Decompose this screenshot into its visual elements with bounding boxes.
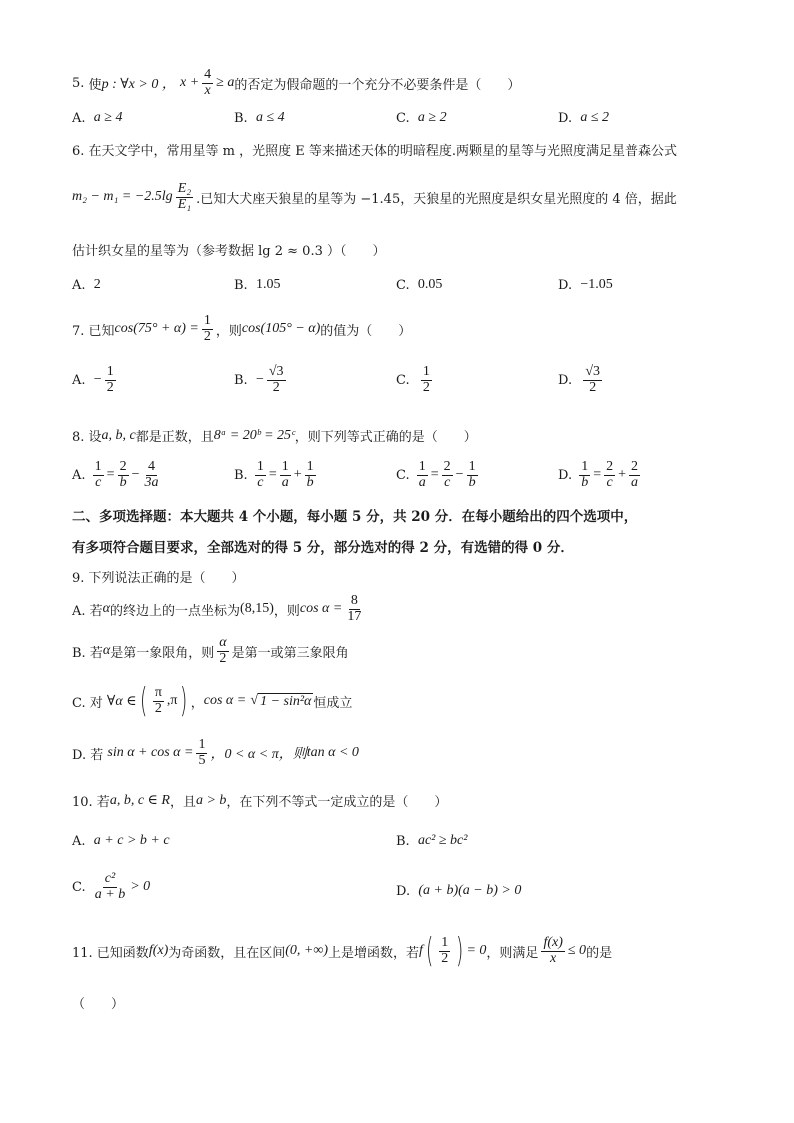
q7-option-d: D. $\frac{√3}{2}$ <box>558 364 601 395</box>
q6-formula-fraction: $\frac{\text{E₂}}{\text{E₁}}$ <box>177 181 192 212</box>
q5-tail: 的否定为假命题的一个充分不必要条件是（ ） <box>234 77 521 93</box>
q9-option-a: A. 若 α 的终边上的一点坐标为 (8,15) ，则 cos α = $\frac{8}{17}$ <box>72 593 362 624</box>
question-10: 10. 若 a, b, c ∈ R ，且 a > b ，在下列不等式一定成立的是（ ） <box>72 792 448 810</box>
right-paren-glyph: ) <box>180 681 188 721</box>
q7-fraction: $\frac{1}{2}$ <box>203 313 211 344</box>
question-5 <box>72 68 520 98</box>
q5-number: 5. <box>72 75 85 91</box>
q5-fraction: $\frac{4}{x}$ <box>204 67 212 98</box>
question-11: 11. 已知函数 f(x) 为奇函数，且在区间 (0, +∞) 上是增函数，若 f ( $\frac{1}{2}$ ) = 0 ，则满足 $\frac{f(x)}{x}$ ≤ 0 的是 <box>72 931 613 971</box>
q6-formula-left: m₂ − m₁ = −2.5lg <box>72 189 173 205</box>
q11-answer-paren: （ ） <box>72 997 125 1012</box>
q5-condition: p : ∀x > 0 ， <box>101 77 176 93</box>
q7-option-a: A. − $\frac{1}{2}$ <box>72 364 114 395</box>
q8-option-b: B. $\frac{1}{c}$ = $\frac{1}{a}$ + $\frac{1}{b}$ <box>234 459 314 490</box>
q9-option-b: B. 若 α 是第一象限角，则 $\frac{\alpha}{2}$ 是第一或第三象限角 <box>72 635 349 666</box>
q7-option-c: C. $\frac{1}{2}$ <box>396 364 430 395</box>
right-paren-glyph: ) <box>456 931 464 971</box>
q8-option-c: C. $\frac{1}{a}$ = $\frac{2}{c}$ − $\frac{1}{b}$ <box>396 459 476 490</box>
q9-option-c: C. 对 ∀α ∈ ( $\frac{\pi}{2}$ ,π ) ， cos α = √ 1 − sin²α 恒成立 <box>72 681 353 721</box>
left-paren-glyph: ( <box>425 931 434 971</box>
q6-option-d: D. −1.05 <box>558 277 613 293</box>
question-9-stem: 9. 下列说法正确的是（ ） <box>72 571 245 586</box>
q5-geq: ≥ a <box>216 75 235 91</box>
q10-option-b: B. ac² ≥ bc² <box>396 833 468 849</box>
section-2-heading-line2: 有多项符合题目要求，全部选对的得 5 分，部分选对的得 2 分，有选错的得 0 分． <box>72 540 574 556</box>
section-2-heading-line1: 二、多项选择题：本大题共 4 个小题，每小题 5 分，共 20 分．在每小题给出的四个选项中， <box>72 509 638 525</box>
q5-option-d: D. a ≤ 2 <box>558 110 610 126</box>
q5-option-c: C. a ≥ 2 <box>396 110 447 126</box>
sqrt-icon: √ <box>250 693 259 708</box>
question-7: 7. 已知 cos(75° + α) = $\frac{1}{2}$ ，则 cos(105° − α) 的值为（ ） <box>72 313 412 344</box>
question-8: 8. 设 a, b, c 都是正数，且 8ᵃ = 20ᵇ = 25ᶜ ，则下列等式正确的是（ ） <box>72 427 477 445</box>
q6-option-a: A. 2 <box>72 277 101 293</box>
q6-option-c: C. 0.05 <box>396 277 443 293</box>
q9-option-d: D. 若 sin α + cos α = $\frac{1}{5}$ ，0 < α < π，则 tan α < 0 <box>72 737 359 768</box>
q5-x-plus: x + <box>179 75 200 91</box>
q8-option-d: D. $\frac{1}{b}$ = $\frac{2}{c}$ + $\frac{2}{a}$ <box>558 459 639 490</box>
q10-option-c: C. $\frac{\text{c²}}{a + b}$ > 0 <box>72 871 151 902</box>
question-6-line1: 6. 在天文学中，常用星等 m ，光照度 E 等来描述天体的明暗程度.两颗星的星等与光照度满足星普森公式 <box>72 144 678 159</box>
question-6-line3: 估计织女星的星等为（参考数据 lg 2 ≈ 0.3 ）（ ） <box>72 244 386 259</box>
q5-option-a: A. a ≥ 4 <box>72 110 123 126</box>
q10-option-a: A. a + c > b + c <box>72 833 170 849</box>
question-6-line2: m₂ − m₁ = −2.5lg $\frac{\text{E₂}}{\text{E₁}}$ .已知大犬座天狼星的星等为 −1.45，天狼星的光照度是织女星光照度的 4 倍，据此 <box>72 181 677 212</box>
q6-option-b: B. 1.05 <box>234 277 281 293</box>
q5-option-b: B. a ≤ 4 <box>234 110 285 126</box>
q7-option-b: B. − $\frac{√3}{2}$ <box>234 364 284 395</box>
q10-option-d: D. (a + b)(a − b) > 0 <box>396 883 522 899</box>
q5-prefix: 使 <box>88 77 102 93</box>
left-paren-glyph: ( <box>139 681 147 721</box>
q8-option-a: A. $\frac{1}{c}$ = $\frac{2}{b}$ − $\frac{4}{3a}$ <box>72 459 159 490</box>
